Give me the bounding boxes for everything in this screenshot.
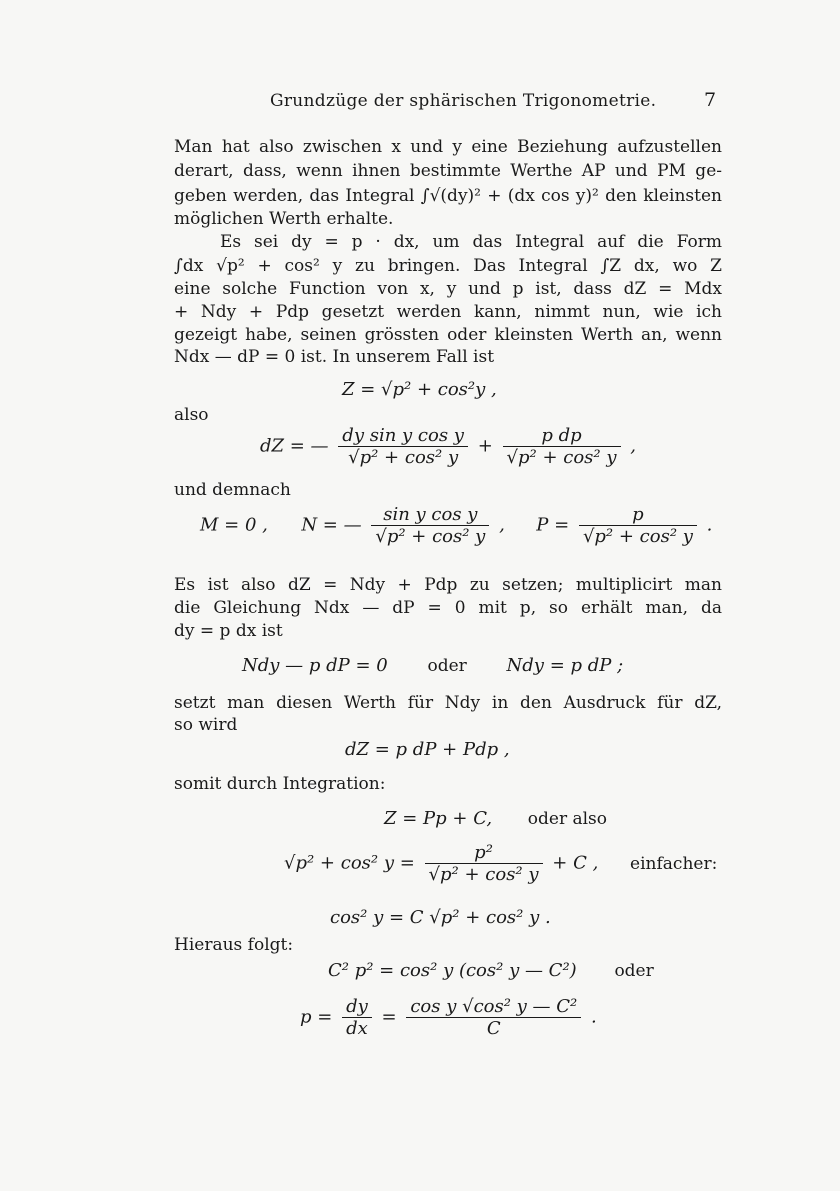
eq-m: M = 0 , [200,514,268,536]
fraction-denominator: √p² + cos² y [582,526,693,547]
text-line: dy = p dx ist [174,621,283,641]
text-hieraus: Hieraus folgt: [174,935,294,955]
text-line: derart, dass, wenn ihnen bestimmte Werthe AP und PM ge- [174,161,722,181]
fraction [342,996,372,1039]
eq-lhs: dZ = — [260,435,329,457]
equation-dz [260,425,636,468]
equation-mnp [200,504,712,547]
eq-tail: . [591,1006,597,1028]
fraction-numerator: p dp [503,425,621,447]
eq-oder: oder [427,656,467,676]
fraction-numerator: dy sin y cos y [338,425,468,447]
fraction-denominator: √p² + cos² y [428,864,539,885]
fraction-denominator: √p² + cos² y [375,526,486,547]
fraction-numerator: dy [342,996,372,1018]
text-line: ∫dx √p² + cos² y zu bringen. Das Integral ∫Z dx, wo Z [174,256,722,276]
equation-c2p2 [328,960,654,981]
text-line: möglichen Werth erhalte. [174,209,394,229]
page-number: 7 [704,89,717,111]
text-line: gezeigt habe, seinen grössten oder kleinsten Werth an, wenn [174,325,722,345]
text-somit: somit durch Integration: [174,774,386,794]
equation-root [284,842,717,885]
eq-n: N = — [301,514,362,536]
text-line: setzt man diesen Werth für Ndy in den Ausdruck für dZ, [174,693,722,713]
text-line: eine solche Function von x, y und p ist, dass dZ = Mdx [174,279,722,299]
fraction [579,504,697,547]
fraction-numerator: p² [425,842,543,864]
eq-left: C² p² = cos² y (cos² y — C²) [328,960,577,981]
equation-cos: cos² y = C √p² + cos² y . [330,907,551,928]
text-und-demnach: und demnach [174,480,291,500]
eq-p: P = [536,514,570,536]
running-title: Grundzüge der sphärischen Trigonometrie. [270,91,657,111]
eq-left: Z = Pp + C, [384,808,493,829]
text-line: geben werden, das Integral ∫√(dy)² + (dx cos y)² den kleinsten [174,186,722,206]
text-line: Ndx — dP = 0 ist. In unserem Fall ist [174,347,495,367]
text-line: Es sei dy = p · dx, um das Integral auf die Form [220,232,722,252]
text-line: die Gleichung Ndx — dP = 0 mit p, so erhält man, da [174,598,722,618]
text-line: Man hat also zwischen x und y eine Beziehung aufzustellen [174,137,722,157]
fraction-denominator: √p² + cos² y [348,447,459,468]
eq-comma: , [499,514,505,536]
eq-lhs: p = [300,1006,333,1028]
eq-note: oder also [527,809,608,829]
equation-p [300,996,597,1039]
fraction-denominator: C [486,1018,501,1039]
fraction-numerator: p [579,504,697,526]
fraction-denominator: √p² + cos² y [506,447,617,468]
text-also: also [174,405,209,425]
fraction [338,425,468,468]
plus-sign: + [477,435,493,457]
eq-tail: , [630,435,636,457]
fraction [425,842,543,885]
fraction-numerator: sin y cos y [371,504,489,526]
text-line: so wird [174,715,238,735]
fraction-denominator: dx [346,1018,368,1039]
equation-z: Z = √p² + cos²y , [342,379,497,400]
eq-tail: . [706,514,713,536]
text-line: Es ist also dZ = Ndy + Pdp zu setzen; multiplicirt man [174,575,722,595]
equation-ndy [242,655,623,676]
fraction [503,425,621,468]
text-line: + Ndy + Pdp gesetzt werden kann, nimmt nun, wie ich [174,302,722,322]
eq-left: Ndy — p dP = 0 [242,655,388,676]
eq-equals: = [381,1006,397,1028]
eq-plus: + C , [552,852,599,874]
equation-dz2: dZ = p dP + Pdp , [345,739,510,760]
equation-z2 [384,808,607,829]
fraction-numerator: cos y √cos² y — C² [406,996,581,1018]
eq-note: einfacher: [630,853,718,874]
eq-oder: oder [614,961,654,981]
fraction [371,504,489,547]
fraction [406,996,581,1039]
eq-lhs: √p² + cos² y = [284,852,415,874]
eq-right: Ndy = p dP ; [506,655,624,676]
